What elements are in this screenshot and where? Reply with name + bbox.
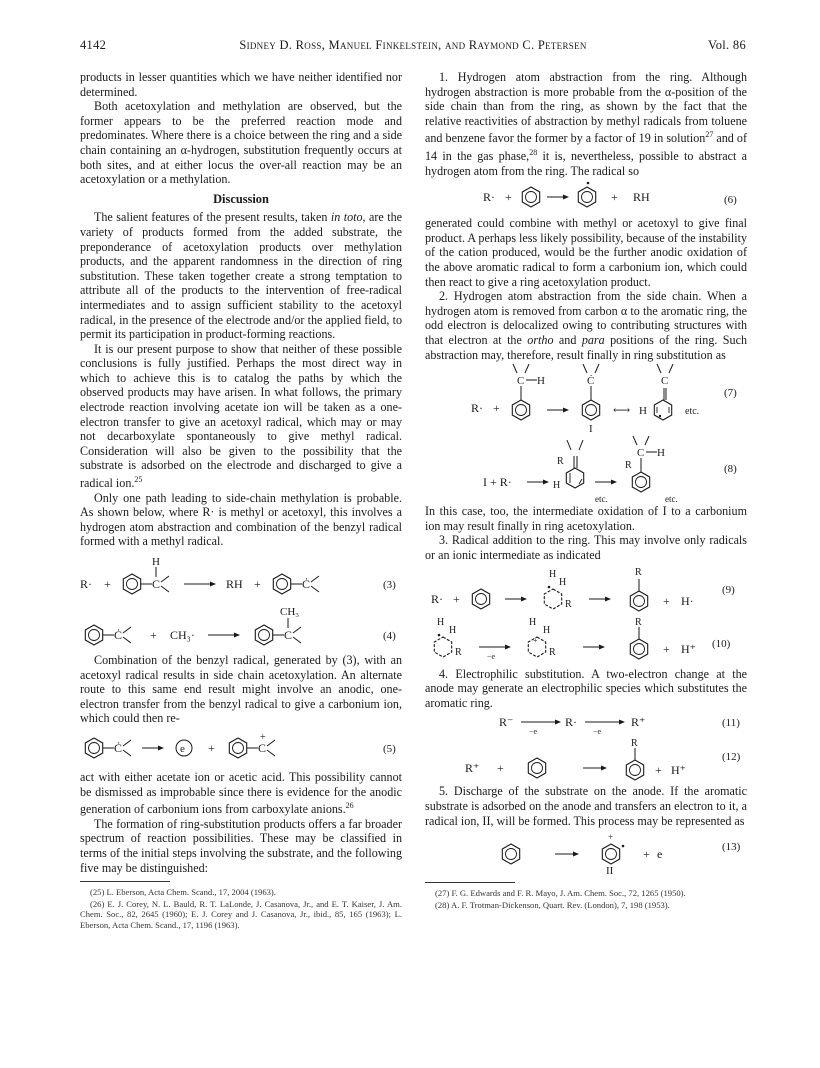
svg-text:⟷: ⟷ [613,403,631,418]
svg-text:+: + [104,577,111,592]
equation-7 [425,362,747,434]
benzene-ring-icon [632,472,649,492]
svg-text:etc.: etc. [595,494,608,505]
svg-text:H: H [537,375,545,388]
svg-text:C: C [517,375,525,388]
svg-text:H·: H· [681,593,694,608]
benzene-ring-icon [85,738,102,758]
paragraph: Only one path leading to side-chain methylation is probable. As shown below, where R· is methyl or acetoxyl, this involves a hydrogen atom abstraction and combination of the benzyl radical formed with a methyl radical. [80,490,402,549]
svg-text:−e: −e [529,727,538,737]
svg-text:R: R [631,738,638,750]
equation-11-graphic [425,710,747,738]
reference-marker: 27 [705,130,714,140]
paragraph: It is our present purpose to show that neither of these possible conclusions is fully justified. Perhaps the most direct way in which to achieve this is to catalog the paths by which the observed products may have arisen. In what follows, the primary electrode reaction involving acetate ion will be taken as a one-electron transfer to give an acetoxyl radical, which may or may not decarboxylate spontaneously to give methyl radical. Consideration will also be given to the possibility that the substrate is adsorbed on the electrode and discharged to give a radical ion.$^{25}$ [80,341,402,491]
benzyl-radical-icon [582,400,599,420]
svg-text:H: H [657,447,665,460]
equation-4 [80,601,402,653]
paragraph: The salient features of the present results, taken in toto, are the variety of products formed from the added substrate, the preponderance of acetoxylation products over methylation products, and the apparent randomness in the direction of ring substitution. These taken together create a strong temptation to attribute all of the products to the intervention of free-radical intermediates and to assign sufficient stability to the acetoxyl radical, in the presence of the electrode and/or the applied field, to permit its participation in product-forming reactions. [80,210,403,342]
benzene-ring-icon [85,625,102,645]
benzene-ring-icon [273,574,290,594]
footnote: (25) L. Eberson, Acta Chem. Scand., 17, 2004 (1963). [90,887,276,898]
footnotes-left [80,887,402,930]
benzene-ring-icon [630,639,647,659]
cyclohexadiene-icon [566,468,583,488]
svg-text:(8): (8) [724,463,737,476]
footnote: (27) F. G. Edwards and F. R. Mayo, J. Am. Chem. Soc., 72, 1265 (1950). [435,888,686,899]
footnote: (26) E. J. Corey, N. L. Bauld, R. T. LaLonde, J. Casanova, Jr., and E. T. Kaiser, J. Am. Chem. Soc., 82, 2645 (1960); E. J. Corey and J. Casanova, Jr., ibid., 85, 165 (1963); L. Eberson, Acta Chem. Scand., 17, 1196 (1963). [80,898,402,930]
svg-text:R·: R· [471,401,483,416]
benzene-ring-icon [630,591,647,611]
svg-text:C: C [284,628,293,643]
svg-text:H: H [437,616,445,628]
svg-text:C: C [258,741,267,755]
running-title: Sidney D. Ross, Manuel Finkelstein, and Raymond C. Petersen [239,38,587,52]
page-number: 4142 [80,38,107,52]
cyclohexadienyl-radical-icon [544,585,561,608]
equation-3-graphic [80,555,402,601]
volume-label: Vol. 86 [708,38,746,52]
equation-8 [425,434,747,504]
svg-text:R·: R· [431,591,443,606]
reference-marker: 28 [529,148,538,157]
svg-text:(5): (5) [383,743,396,755]
benzene-ring-icon [123,574,140,594]
svg-text:R: R [455,646,462,658]
paragraph: generated could combine with methyl or acetoxyl to give final product. A perhaps less likely possibility, because of the instability of the cation produced, would be the further anodic oxidation of the above aromatic radical to form a carbonium ion, which could then react to give a ring acetoxylation product. [425,216,748,289]
svg-text:R⁺: R⁺ [465,761,480,776]
svg-text:Ċ: Ċ [302,577,311,592]
running-header [80,38,746,56]
svg-text:I + R·: I + R· [483,475,512,490]
svg-text:RH: RH [633,190,650,205]
svg-text:(9): (9) [722,583,735,596]
equation-8-graphic [425,434,747,504]
svg-text:+: + [655,763,662,778]
svg-text:+: + [208,741,215,755]
benzene-ring-icon [626,760,643,780]
svg-text:H: H [559,576,567,588]
svg-text:H: H [529,616,537,628]
svg-text:+: + [254,577,261,592]
equation-5 [80,726,402,770]
svg-text:R: R [635,616,642,628]
reference-marker: 25 [134,475,143,485]
footnote-rule [80,881,170,882]
svg-text:(12): (12) [722,751,741,764]
cyclohexadienyl-cation-icon [528,636,545,657]
equation-10-graphic [425,617,747,667]
svg-text:CH₃: CH₃ [280,606,300,619]
paragraph: The formation of ring-substitution products offers a far broader spectrum of reaction possibilities. These may be classified in terms of the initial steps involving the substrate, and the following five may be distinguished: [80,816,402,875]
svg-text:(7): (7) [724,387,737,400]
footnotes-right [425,888,747,910]
svg-text:Ċ: Ċ [587,375,595,388]
svg-text:R: R [635,566,642,578]
benzene-ring-icon [255,625,272,645]
svg-text:H: H [553,480,561,492]
svg-text:C: C [637,447,645,460]
svg-text:(3): (3) [383,579,396,592]
svg-text:H⁺: H⁺ [671,763,686,778]
svg-text:H: H [543,624,551,636]
svg-text:−e: −e [593,727,602,737]
section-title: Discussion [213,191,269,206]
svg-text:(6): (6) [724,194,737,207]
equation-13-graphic [425,828,747,876]
svg-text:+: + [505,190,512,205]
paragraph: 3. Radical addition to the ring. This may involve only radicals or an ionic intermediate as indicated [425,533,747,562]
paragraph: act with either acetate ion or acetic acid. This possibility cannot be dismissed as improbable since there is evidence for the anodic generation of carbonium ions from carboxylate anions.$^{26}$ [80,770,402,817]
benzene-ring-icon [522,187,539,207]
svg-text:+: + [150,628,157,643]
svg-text:C: C [152,577,161,592]
svg-text:R·: R· [483,190,495,205]
equation-5-graphic [80,726,402,770]
svg-text:+: + [497,761,504,776]
svg-text:C: C [661,375,669,388]
equation-4-graphic [80,601,402,653]
quinoid-structure-icon [654,400,671,420]
equation-9 [425,563,747,617]
svg-text:R⁺: R⁺ [631,715,646,730]
svg-text:Ċ: Ċ [114,741,123,755]
svg-text:(13): (13) [722,841,741,854]
svg-text:e: e [180,743,185,755]
benzene-ring-icon [502,844,519,864]
paragraph: 1. Hydrogen atom abstraction from the ring. Although hydrogen abstraction is more probable from the α-position of the side chain than from the ring, as shown by the fact that the relative reactivities of abstraction by methyl radicals from toluene and benzene favor the former by a factor of 19 in solution$^{27}$ and of 14 in the gas phase,$^{28}$ it is, nevertheless, possible to abstract a hydrogen atom from the ring. The radical so [425,70,747,178]
svg-text:H: H [549,568,557,580]
paragraph: In this case, too, the intermediate oxidation of I to a carbonium ion may result finally in ring acetoxylation. [425,504,747,533]
svg-text:+: + [260,732,266,743]
svg-text:R·: R· [80,577,92,592]
benzene-ring-icon [512,400,529,420]
svg-text:I: I [589,423,593,435]
equation-10 [425,617,747,667]
svg-text:RH: RH [226,577,243,592]
svg-text:−e: −e [487,651,496,661]
paragraph: 5. Discharge of the substrate on the anode. If the aromatic substrate is adsorbed on the anode and transfers an electron to it, a radical ion, II, will be formed. This process may be represented as [425,784,747,828]
equation-7-graphic [425,362,747,434]
paragraph: 4. Electrophilic substitution. A two-electron change at the anode may generate an electrophilic species which substitutes the aromatic ring. [425,666,747,710]
svg-text:R·: R· [565,715,577,730]
svg-text:e: e [657,847,663,862]
svg-text:+: + [643,847,650,862]
svg-text:etc.: etc. [665,494,678,505]
svg-text:+: + [663,641,670,656]
paragraph: Both acetoxylation and methylation are observed, but the former appears to be the preferred reaction mode and predominates. Where there is a choice between the ring and a side chain containing an α-hydrogen, substitution frequently occurs at both sites, and at either locus the over-all reaction may be an acetoxylation or a methylation. [80,99,402,187]
paragraph: products in lesser quantities which we have neither identified nor determined. [80,70,402,99]
footnote: (28) A. F. Trotman-Dickenson, Quart. Rev. (London), 7, 198 (1953). [435,899,670,910]
right-column [425,70,747,911]
svg-text:+: + [453,591,460,606]
svg-text:R: R [625,460,632,472]
svg-text:etc.: etc. [685,406,700,418]
equation-6-graphic [425,178,747,216]
svg-text:R⁻: R⁻ [499,715,514,730]
svg-text:H: H [639,405,647,418]
benzene-radical-icon [578,182,595,207]
radical-cation-icon [602,832,624,864]
svg-text:+: + [533,635,538,645]
equation-6 [425,178,747,216]
svg-text:H: H [152,556,160,569]
svg-text:(4): (4) [383,630,396,643]
svg-text:+: + [493,401,500,416]
svg-text:(10): (10) [712,637,731,650]
svg-text:(11): (11) [722,717,740,730]
equation-12-graphic [425,738,747,784]
equation-3 [80,555,402,601]
svg-text:R: R [565,598,572,610]
equation-11 [425,710,747,738]
equation-12 [425,738,747,784]
left-column [80,70,402,932]
benzene-ring-icon [472,589,489,609]
paragraph: 2. Hydrogen atom abstraction from the side chain. When a hydrogen atom is removed from carbon α to the aromatic ring, the odd electron is delocalized owing to contributing structures with that electron at the ortho and para positions of the ring. Such abstraction may, therefore, result finally in ring substitution as [425,289,747,362]
paragraph: Combination of the benzyl radical, generated by (3), with an acetoxyl radical results in side chain acetoxylation. An alternate route to this same end result might involve an anodic, one-electron transfer from the benzyl radical to give a carbonium ion, which could then re- [80,653,402,726]
cyclohexadienyl-radical-icon [434,633,451,656]
svg-text:R: R [557,456,564,468]
svg-text:II: II [606,865,614,877]
footnote-rule [425,882,515,883]
equation-9-graphic [425,563,747,617]
svg-text:+: + [611,190,618,205]
svg-text:+: + [663,593,670,608]
equation-13 [425,828,747,876]
reference-marker: 26 [345,801,354,811]
svg-text:CH₃·: CH₃· [170,628,195,643]
svg-text:H⁺: H⁺ [681,641,696,656]
svg-text:+: + [608,832,614,843]
svg-text:Ċ: Ċ [114,628,123,643]
svg-text:R: R [549,646,556,658]
benzene-ring-icon [229,738,246,758]
benzene-ring-icon [528,758,545,778]
svg-text:H: H [449,624,457,636]
